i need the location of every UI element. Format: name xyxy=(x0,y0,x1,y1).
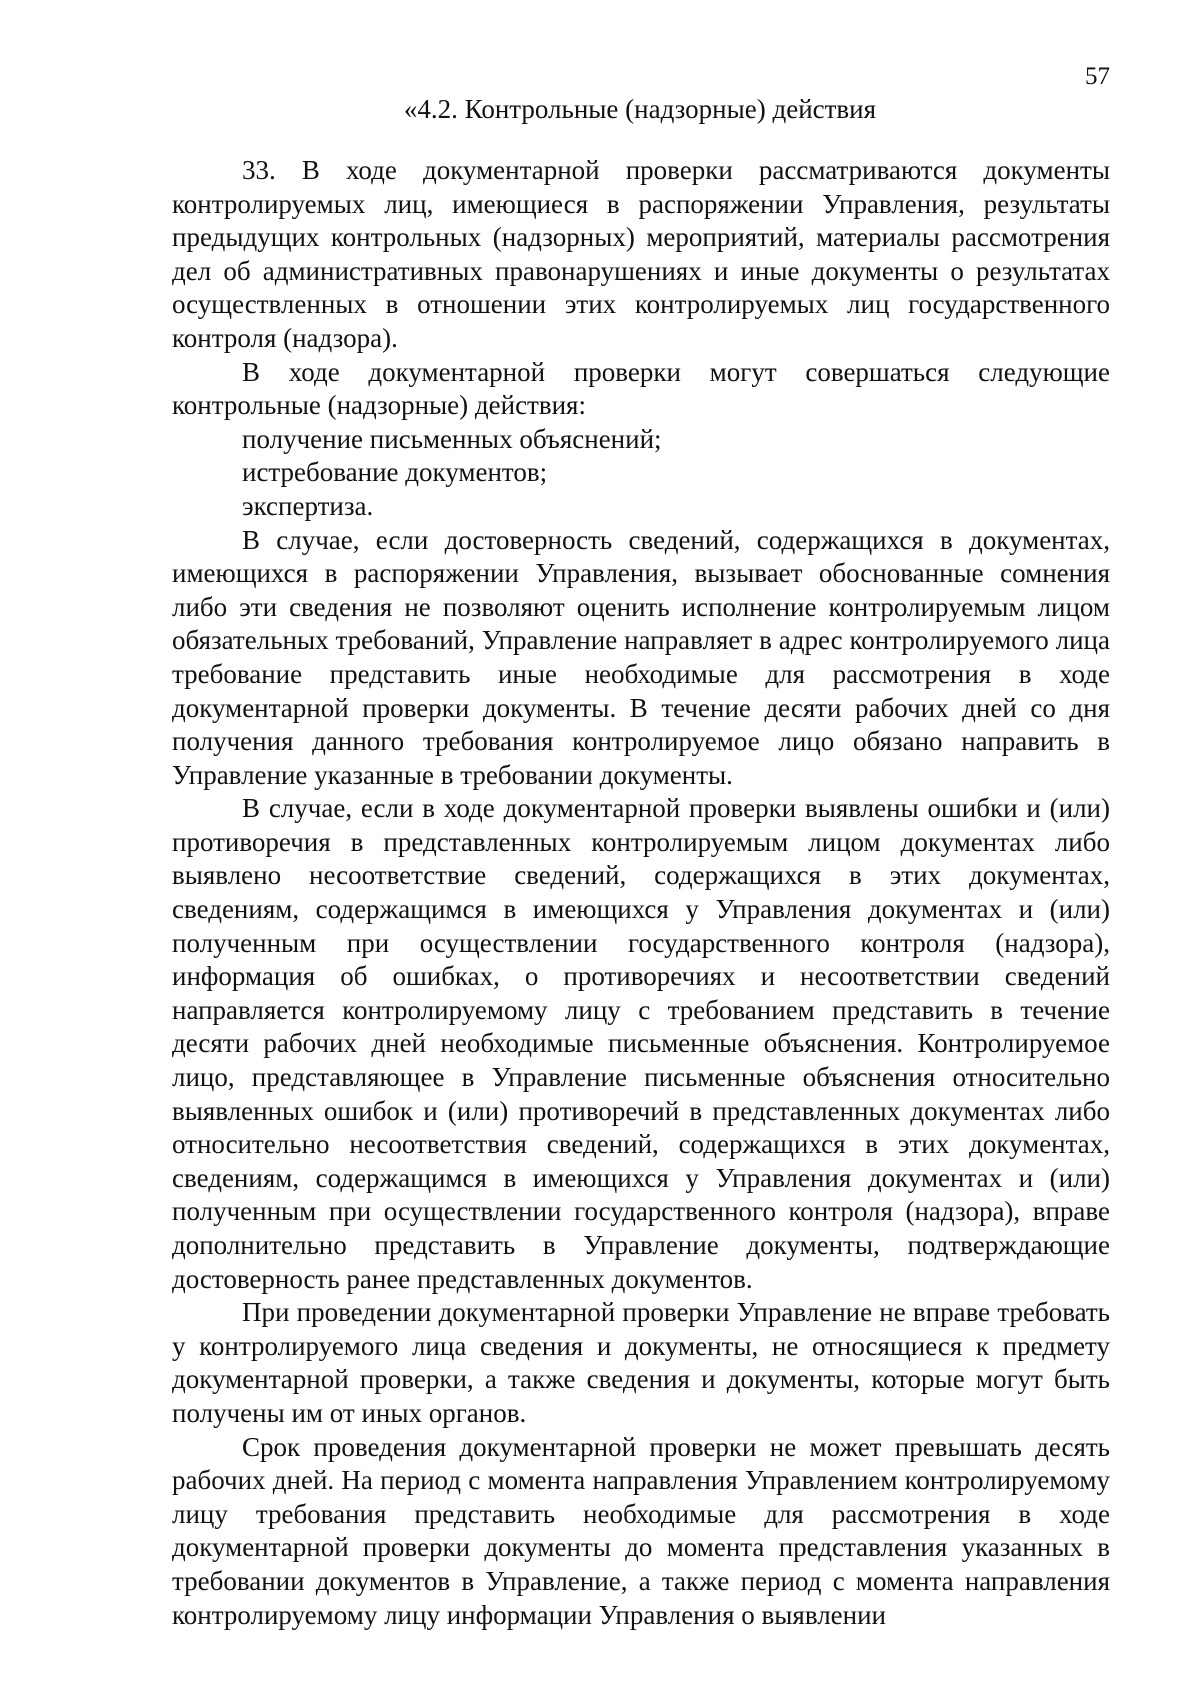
paragraph-duration: Срок проведения документарной проверки не может превышать десять рабочих дней. На период с момента направления Управлением контролируемому лицу требования представить необходимые для рассмотрения в ходе документарной проверки документы до момента представления указанных в требовании документов в Управление, а также период с момента направления контролируемому лицу информации Управления о выявлении xyxy=(172,1431,1110,1630)
section-heading: «4.2. Контрольные (надзорные) действия xyxy=(403,94,877,124)
document-body xyxy=(172,154,1110,1632)
list-item-expertise: экспертиза. xyxy=(242,490,374,521)
paragraph-33: 33. В ходе документарной проверки рассматриваются документы контролируемых лиц, имеющиеся в распоряжении Управления, результаты предыдущих контрольных (надзорных) мероприятий, материалы рассмотрения дел об административных правонарушениях и иные документы о результатах осуществленных в отношении этих контролируемых лиц государственного контроля (надзора). xyxy=(172,155,1110,353)
list-item-documents: истребование документов; xyxy=(242,457,548,488)
paragraph-errors-contradictions: В случае, если в ходе документарной проверки выявлены ошибки и (или) противоречия в представленных контролируемым лицом документах либо выявлено несоответствие сведений, содержащихся в этих документах, сведениям, содержащимся в имеющихся у Управления документах и (или) полученным при осуществлении государственного контроля (надзора), информация об ошибках, о противоречиях и несоответствии сведений направляется контролируемому лицу с требованием представить в течение десяти рабочих дней необходимые письменные объяснения. Контролируемое лицо, представляющее в Управление письменные объяснения относительно выявленных ошибок и (или) противоречий в представленных документах либо относительно несоответствия сведений, содержащихся в этих документах, сведениям, содержащимся в имеющихся у Управления документах и (или) полученным при осуществлении государственного контроля (надзора), вправе дополнительно представить в Управление документы, подтверждающие достоверность ранее представленных документов. xyxy=(172,793,1110,1294)
paragraph-reliability-doubts: В случае, если достоверность сведений, содержащихся в документах, имеющихся в распоряжении Управления, вызывает обоснованные сомнения либо эти сведения не позволяют оценить исполнение контролируемым лицом обязательных требований, Управление направляет в адрес контролируемого лица требование представить иные необходимые для рассмотрения в ходе документарной проверки документы. В течение десяти рабочих дней со дня получения данного требования контролируемое лицо обязано направить в Управление указанные в требовании документы. xyxy=(172,524,1110,790)
page-number: 57 xyxy=(1085,63,1110,90)
list-item-explanations: получение письменных объяснений; xyxy=(242,423,662,454)
paragraph-actions-intro: В ходе документарной проверки могут совершаться следующие контрольные (надзорные) действия: xyxy=(172,356,1110,421)
paragraph-restrictions: При проведении документарной проверки Управление не вправе требовать у контролируемого лица сведения и документы, не относящиеся к предмету документарной проверки, а также сведения и документы, которые могут быть получены им от иных органов. xyxy=(172,1297,1110,1428)
